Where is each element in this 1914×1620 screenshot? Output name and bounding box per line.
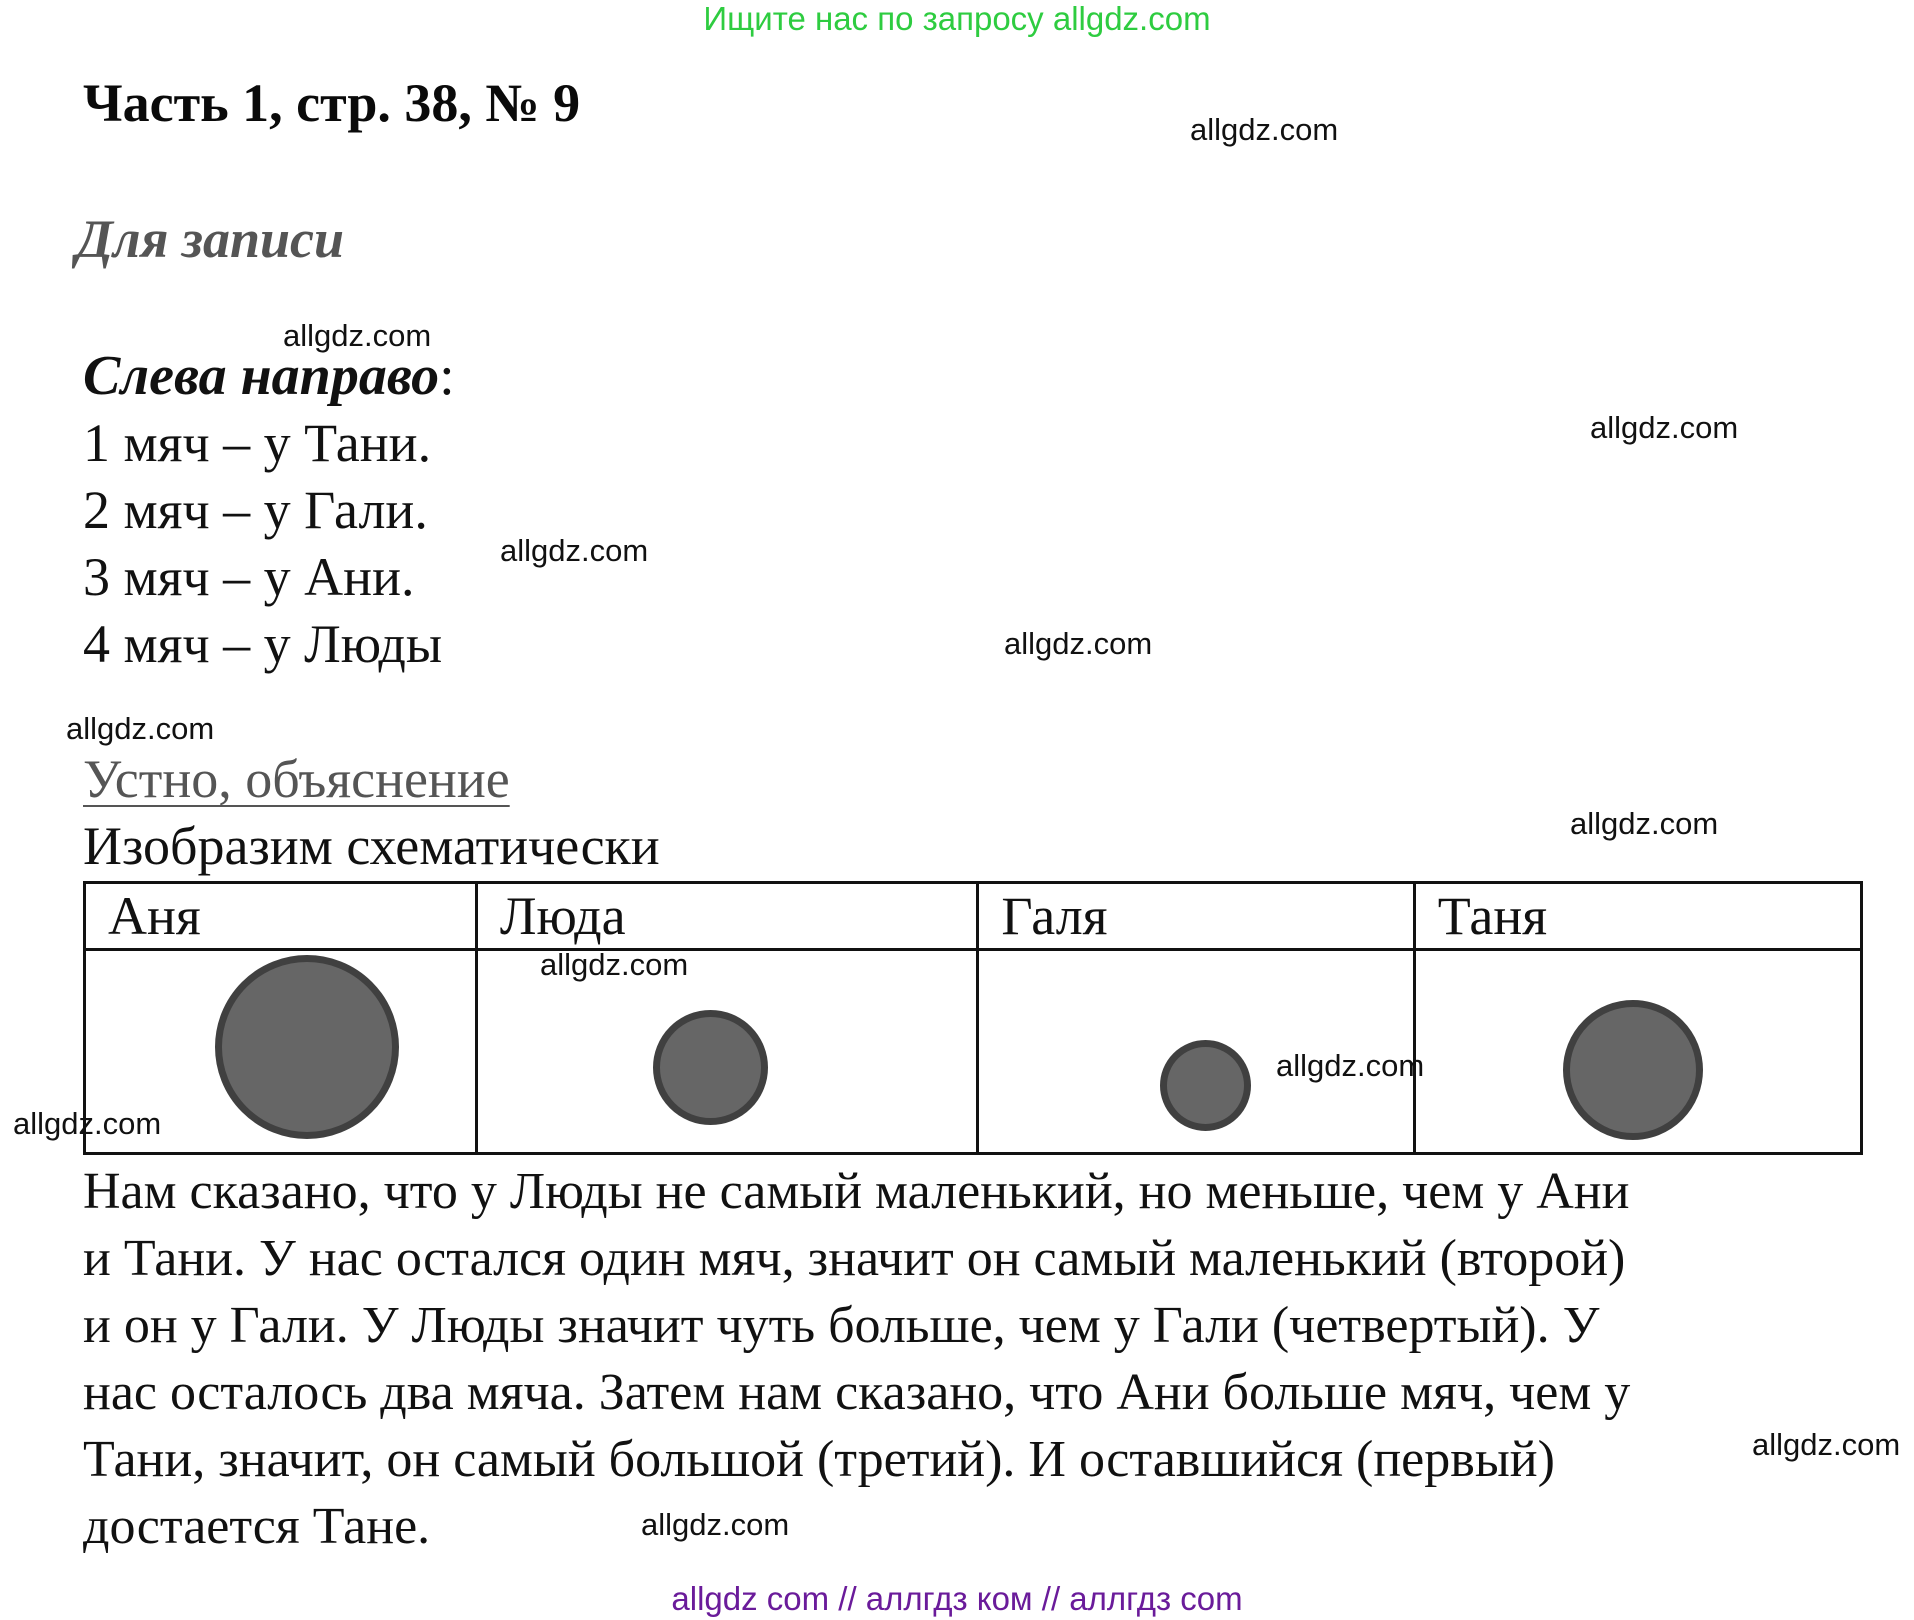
header-lyuda: Люда xyxy=(476,883,978,950)
explanation-line-2: и Тани. У нас остался один мяч, значит он самый маленький (второй) xyxy=(83,1230,1626,1287)
watermark: allgdz.com xyxy=(500,533,649,568)
ball-lyuda xyxy=(653,1010,768,1125)
watermark: allgdz.com xyxy=(13,1106,162,1141)
oral-explanation-label: Устно, объяснение xyxy=(83,749,510,809)
watermark: allgdz.com xyxy=(1004,626,1153,661)
page-title: Часть 1, стр. 38, № 9 xyxy=(83,73,581,133)
answer-line-2: 2 мяч – у Гали. xyxy=(83,480,428,540)
watermark: allgdz.com xyxy=(1570,806,1719,841)
search-banner: Ищите нас по запросу allgdz.com xyxy=(703,0,1211,37)
explanation-line-5: Тани, значит, он самый большой (третий). И оставшийся (первый) xyxy=(83,1431,1555,1488)
watermark: allgdz.com xyxy=(641,1507,790,1542)
explanation-paragraph xyxy=(83,1158,1873,1560)
answer-line-3: 3 мяч – у Ани. xyxy=(83,547,415,607)
watermark: allgdz.com xyxy=(1190,112,1339,147)
left-to-right-label: Слева направо xyxy=(83,345,440,407)
answer-line-4: 4 мяч – у Люды xyxy=(83,614,443,674)
watermark: allgdz.com xyxy=(1276,1048,1425,1083)
watermark: allgdz.com xyxy=(66,711,215,746)
scheme-ball-row xyxy=(85,950,1862,1154)
footer-links: allgdz com // аллгдз ком // аллгдз com xyxy=(671,1580,1243,1617)
explanation-line-1: Нам сказано, что у Люды не самый маленький, но меньше, чем у Ани xyxy=(83,1163,1630,1220)
explanation-line-4: нас осталось два мяча. Затем нам сказано, что Ани больше мяч, чем у xyxy=(83,1364,1631,1421)
watermark: allgdz.com xyxy=(283,318,432,353)
section-note-heading: Для записи xyxy=(76,209,345,269)
ball-galya-smallest xyxy=(1160,1040,1251,1131)
watermark: allgdz.com xyxy=(1752,1427,1901,1462)
watermark: allgdz.com xyxy=(1590,410,1739,445)
ball-tanya xyxy=(1563,1000,1703,1140)
watermark: allgdz.com xyxy=(540,947,689,982)
scheme-header-row xyxy=(85,883,1862,950)
header-galya: Галя xyxy=(978,883,1414,950)
explanation-line-3: и он у Гали. У Люды значит чуть больше, чем у Гали (четвертый). У xyxy=(83,1297,1600,1354)
ball-anya-largest xyxy=(215,955,399,1139)
explanation-line-6: достается Тане. xyxy=(83,1498,431,1555)
left-to-right-colon: : xyxy=(439,345,455,407)
answer-line-1: 1 мяч – у Тани. xyxy=(83,413,432,473)
ball-scheme-table xyxy=(83,881,1863,1155)
header-tanya: Таня xyxy=(1414,883,1861,950)
ball-cell-tanya xyxy=(1414,950,1861,1154)
schema-caption: Изобразим схематически xyxy=(83,816,660,876)
header-anya: Аня xyxy=(85,883,477,950)
